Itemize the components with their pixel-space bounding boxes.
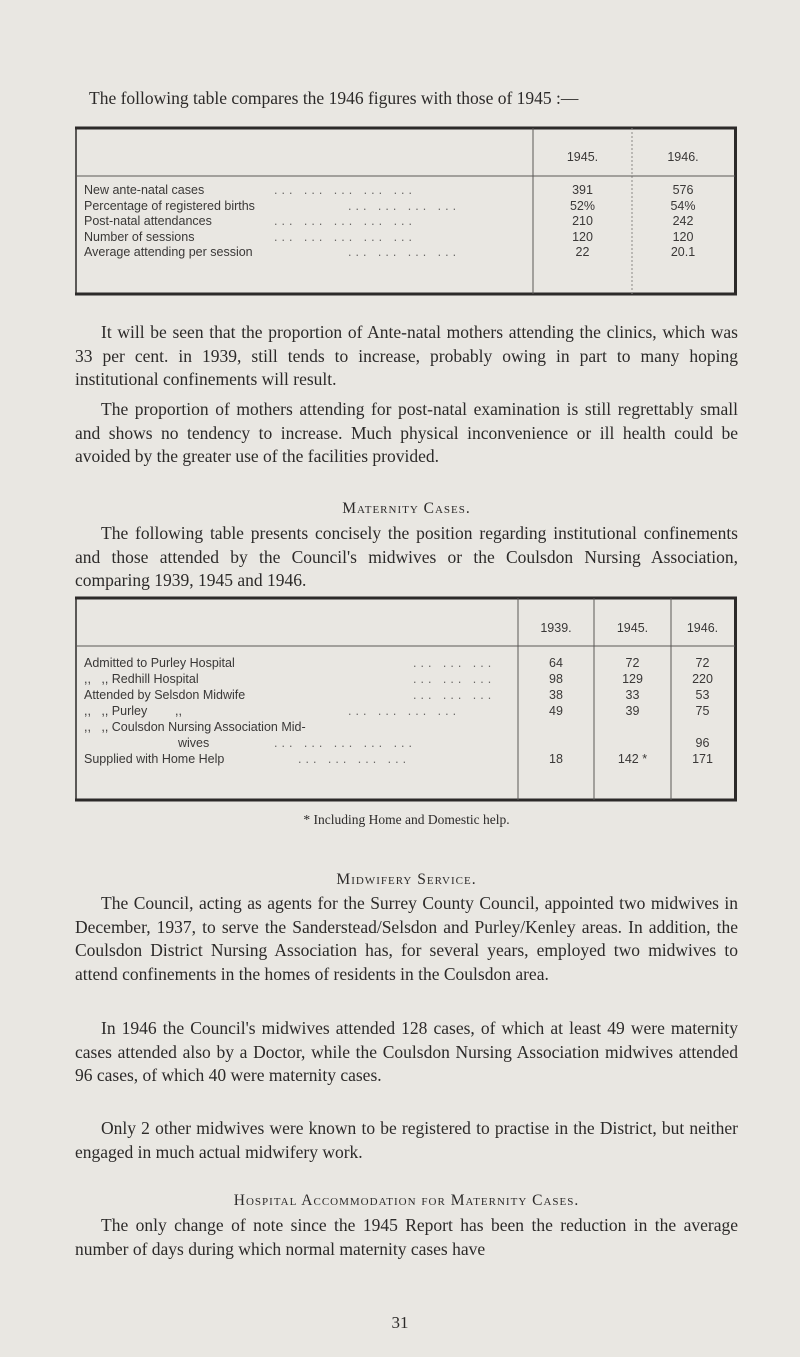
table2-footnote: * Including Home and Domestic help. [303,812,510,827]
paragraph-hospital-change: The only change of note since the 1945 Report has been the reduction in the average number of days during which normal maternity cases have [75,1215,738,1259]
page-number: 31 [391,1313,409,1332]
row-label: New ante-natal cases [84,183,205,197]
cell-1945: 129 [622,672,643,686]
table-row [78,735,734,751]
leader-dots: ... ... ... ... ... [274,736,416,750]
cell-1939: 18 [549,752,563,766]
cell-1945: 52% [569,198,596,213]
paragraph-antenatal: It will be seen that the proportion of Ante-natal mothers attending the clinics, which was 33 per cent. in 1939, still tends to increase, probably owing in part to many hoping institutional confinements will result. [75,322,738,389]
row-label: ,, ,, Purley ,, [84,704,182,718]
leader-dots: ... ... ... ... ... [274,214,416,228]
table-row [78,671,734,687]
table-row [78,655,734,671]
cell-1946: 20.1 [670,245,696,259]
row-label: ,, ,, Redhill Hospital [84,672,199,686]
cell-1945: 22 [575,245,590,259]
leader-dots: ... ... ... ... [348,198,461,213]
cell-1946 [671,719,734,735]
cell-1945: 391 [572,183,593,197]
row-label: Average attending per session [84,245,253,259]
paragraph-postnatal: The proportion of mothers attending for post-natal examination is still regrettably small and shows no tendency to increase. Much physical inconvenience or ill health could be avoided by the greater use of the facilities provided. [75,399,738,466]
leader-dots: ... ... ... ... ... [274,183,416,197]
cell-1939: 98 [549,672,563,686]
heading-maternity-cases: Maternity Cases. [342,500,471,517]
cell-1939: 38 [549,688,563,702]
table2-col-1945: 1945. [616,621,649,635]
paragraph-midwives-appointed: The Council, acting as agents for the Surrey County Council, appointed two midwives in December, 1937, to serve the Sanderstead/Selsdon and Purley/Kenley areas. In addition, the Coulsdon District Nursing Association has, for several years, employed two midwives to attend confinements in the homes of residents in the Coulsdon area. [75,893,738,984]
cell-1945 [594,719,671,735]
paragraph-cases-1946: In 1946 the Council's midwives attended 128 cases, of which at least 49 were maternity cases attended also by a Doctor, while the Coulsdon Nursing Association midwives attended 96 cases, of which 40 were maternity cases. [75,1018,738,1085]
table1-col-1945: 1945. [566,150,599,164]
row-label: ,, ,, Coulsdon Nursing Association Mid- [84,720,306,734]
row-label: Attended by Selsdon Midwife [84,688,246,702]
cell-1946: 72 [695,656,710,670]
cell-1945 [594,735,671,751]
cell-1946: 242 [672,214,694,228]
paragraph-maternity-intro: The following table presents concisely the position regarding institutional confinements and those attended by the Council's midwives or the Coulsdon Nursing Association, comparing 1939, 1945 and 1946. [75,523,738,590]
table-row [78,687,734,703]
cell-1946: 220 [692,672,713,686]
cell-1945: 210 [572,214,593,228]
cell-1939 [518,735,594,751]
row-label: wives [178,736,210,750]
leader-dots: ... ... ... ... ... [274,229,416,244]
cell-1946: 53 [695,688,710,702]
table2-col-1939: 1939. [540,621,572,635]
leader-dots: ... ... ... ... [348,704,461,718]
cell-1939: 49 [549,704,563,718]
cell-1945: 142 * [617,752,648,766]
cell-1945: 72 [625,656,640,670]
leader-dots: ... ... ... ... [348,245,461,259]
cell-1946: 54% [670,198,696,213]
row-label: Supplied with Home Help [84,752,225,766]
table1-col-1946: 1946. [667,150,699,164]
cell-1946: 576 [672,183,694,197]
intro-text: The following table compares the 1946 figures with those of 1945 :— [89,88,579,108]
paragraph-other-midwives: Only 2 other midwives were known to be registered to practise in the District, but neither engaged in much actual midwifery work. [75,1118,738,1162]
leader-dots: ... ... ... [413,672,496,686]
cell-1946: 75 [695,704,710,718]
cell-1946: 96 [695,736,710,750]
cell-1946: 171 [692,752,713,766]
heading-hospital-accommodation: Hospital Accommodation for Maternity Cases. [233,1192,580,1209]
cell-1939: 64 [549,656,563,670]
heading-midwifery-service: Midwifery Service. [336,871,477,888]
row-label: Number of sessions [84,229,195,244]
leader-dots: ... ... ... [413,688,496,702]
table-row [78,751,734,767]
row-label: Percentage of registered births [84,198,255,213]
cell-1939 [518,719,594,735]
table2-col-1946: 1946. [686,621,719,635]
leader-dots: ... ... ... [413,656,496,670]
table2-body [78,655,734,767]
row-label: Post-natal attendances [84,214,212,228]
cell-1945: 39 [625,704,640,718]
cell-1946: 120 [672,229,694,244]
table-row [78,719,734,735]
cell-1945: 120 [572,229,593,244]
cell-1945: 33 [625,688,640,702]
row-label: Admitted to Purley Hospital [84,656,235,670]
table-row [78,703,734,719]
table2-header [78,621,734,635]
leader-dots: ... ... ... ... [298,752,411,766]
